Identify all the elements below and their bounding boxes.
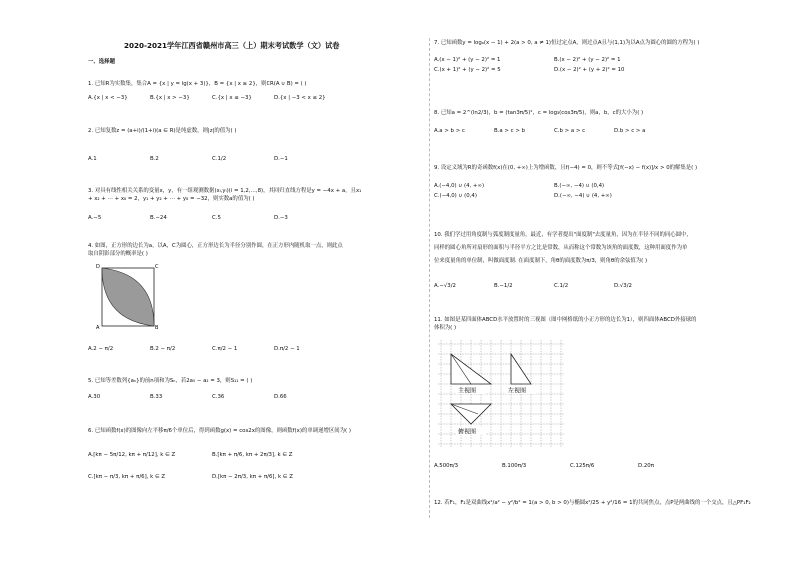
exam-title: 2020-2021学年江西省赣州市高三（上）期末考试数学（文）试卷 (124, 41, 340, 50)
q2-stem: 2. 已知复数z = (a+i)/(1+i)(a ∈ R)是纯虚数，则|z|的值为( ) (88, 128, 237, 134)
q6-option-b: B.[kπ + π/6, kπ + 2π/3], k ∈ Z (212, 452, 293, 458)
q10-option-b: B.−1/2 (494, 283, 513, 289)
vertex-label-a: A (96, 325, 100, 331)
q8-option-b: B.a > c > b (494, 128, 525, 134)
q10-option-a: A.−√3/2 (434, 283, 456, 289)
q7-option-a: A.(x − 1)² + (y − 2)² = 1 (434, 57, 501, 63)
q5-option-c: C.36 (212, 394, 225, 400)
vertex-label-c: C (155, 264, 159, 270)
q11-stem-line1: 11. 如图是某四面体ABCD水平放置时的三视图（图中网格纸的小正方形的边长为1），则四面体ABCD外接球的 (434, 317, 697, 323)
q3-stem-line1: 3. 对具有线性相关关系的变量x，y，有一组观测数据(xᵢ,yᵢ)(i = 1,2,…,8)，其回归直线方程是y = −4x + a，且x₁ (88, 188, 362, 194)
front-view-label: 主视图 (458, 387, 477, 395)
q1-option-b: B.{x | x > −3} (150, 95, 190, 101)
q10-line2: 同样的圆心角所对扇形的面积与半径平方之比是常数，从而称这个常数为该角的面度数，这种用面度作为单 (434, 245, 688, 251)
q7-option-b: B.(x − 2)² + (y − 2)² = 1 (554, 57, 621, 63)
q1-option-c: C.{x | x ≤ −3} (212, 95, 252, 101)
q10-option-c: C.1/2 (554, 283, 569, 289)
q8-option-c: C.b > a > c (554, 128, 586, 134)
q11-option-b: B.100π/3 (502, 463, 527, 469)
q1-option-d: D.{x | −3 < x ≤ 2} (274, 95, 326, 101)
vertex-label-d: D (96, 264, 100, 270)
q12-stem: 12. 若F₁，F₂是双曲线x²/a² − y²/b² = 1(a > 0, b > 0)与椭圆x²/25 + y²/16 = 1的共同焦点，点P是两曲线的一个交点，且△PF₁F₂ (434, 500, 751, 506)
front-view (451, 354, 491, 384)
column-divider (429, 38, 430, 518)
side-view (511, 354, 531, 384)
side-view-label: 左视图 (508, 387, 527, 395)
q3-stem-line2: + x₂ + ⋯ + x₈ = 2，y₁ + y₂ + ⋯ + y₈ = −32，则实数a的值为( ) (88, 196, 255, 202)
q5-option-d: D.66 (274, 394, 287, 400)
q3-option-c: C.5 (212, 215, 221, 221)
q2-option-d: D.−1 (274, 156, 288, 162)
q10-line1: 10. 我们学过用角度制与弧度制度量角，最近，有学者提出"面度制"去度量角，因为在半径不同的同心圆中， (434, 232, 692, 238)
q8-option-a: A.a > b > c (434, 128, 465, 134)
q10-line3: 位来度量角的单位制，叫做面度制. 在面度制下，角θ的面度数为π/3，则角θ的余弦值为( ) (434, 258, 648, 264)
q6-option-a: A.[kπ − 5π/12, kπ + π/12], k ∈ Z (88, 452, 176, 458)
q7-stem: 7. 已知函数y = logₐ(x − 1) + 2(a > 0, a ≠ 1)恒过定点A，则过点A且与(1,1)为以A点为圆心的圆的方程为( ) (434, 40, 700, 46)
top-view-label: 俯视图 (458, 428, 477, 436)
q4-stem-line1: 4. 如图，正方形的边长为a，以A，C为圆心，正方形边长为半径分别作圆，在正方形内随机取一点，则此点 (88, 243, 343, 249)
q5-stem: 5. 已知等差数列{aₙ}的前n项和为Sₙ，若2a₅ − a₂ = 3，则S₁₁ = ( ) (88, 378, 253, 384)
q4-option-c: C.π/2 − 1 (212, 346, 238, 352)
q9-option-d: D.(−∞, −4) ∪ (4, +∞) (554, 193, 612, 199)
q6-stem: 6. 已知函数f(x)的图像向左平移π/6个单位后，得到函数g(x) = cos2x的图像，则函数f(x)的单调递增区间为( ) (88, 428, 351, 434)
q3-option-d: D.−3 (274, 215, 288, 221)
q2-option-b: B.2 (150, 156, 159, 162)
q11-stem-line2: 体积为( ) (434, 325, 457, 331)
q10-option-d: D.√3/2 (614, 283, 632, 289)
q5-option-b: B.33 (150, 394, 163, 400)
q11-option-d: D.20π (638, 463, 654, 469)
section-heading: 一、选择题 (88, 59, 115, 65)
q2-option-c: C.1/2 (212, 156, 227, 162)
q1-stem: 1. 已知R为实数集，集合A = {x | y = lg(x + 3)}，B = {x | x ≥ 2}，则∁R(A ∪ B) = ( ) (88, 81, 307, 87)
q3-option-a: A.−5 (88, 215, 102, 221)
q4-square-figure (94, 262, 158, 330)
q9-option-a: A.(−4,0) ∪ (4, +∞) (434, 183, 485, 189)
q4-option-b: B.2 − π/2 (150, 346, 176, 352)
q8-option-d: D.b > c > a (614, 128, 646, 134)
q8-stem: 8. 已知a = 2^(ln2/3)，b = (tan3π/5)²，c = log₃(cos3π/5)，则a，b，c的大小为( ) (434, 110, 644, 116)
right-column (434, 0, 774, 562)
q7-option-c: C.(x + 1)² + (y − 2)² = 5 (434, 67, 501, 73)
q3-option-b: B.−24 (150, 215, 167, 221)
q11-option-a: A.500π/3 (434, 463, 459, 469)
shaded-lens-region (102, 268, 154, 326)
q7-option-d: D.(x − 2)² + (y + 2)² = 10 (554, 67, 625, 73)
q11-three-views-grid (438, 340, 564, 448)
q6-option-c: C.[kπ − π/3, kπ + π/6], k ∈ Z (88, 474, 166, 480)
q9-option-c: C.(−4,0) ∪ (0,4) (434, 193, 477, 199)
q4-option-a: A.2 − π/2 (88, 346, 114, 352)
q9-stem: 9. 设定义域为R的奇函数f(x)在(0, +∞)上为增函数，且f(−4) = 0，则不等式[f(−x) − f(x)]/x > 0的解集是( ) (434, 165, 698, 171)
q2-option-a: A.1 (88, 156, 97, 162)
q9-option-b: B.(−∞, −4) ∪ (0,4) (554, 183, 605, 189)
q4-stem-line2: 取自阴影部分的概率是( ) (88, 251, 148, 257)
left-column (88, 0, 422, 562)
q4-option-d: D.π/2 − 1 (274, 346, 300, 352)
q11-option-c: C.125π/6 (570, 463, 595, 469)
q1-option-a: A.{x | x < −3} (88, 95, 128, 101)
q6-option-d: D.[kπ − 2π/3, kπ + π/6], k ∈ Z (212, 474, 293, 480)
q5-option-a: A.30 (88, 394, 101, 400)
vertex-label-b: B (155, 325, 159, 331)
